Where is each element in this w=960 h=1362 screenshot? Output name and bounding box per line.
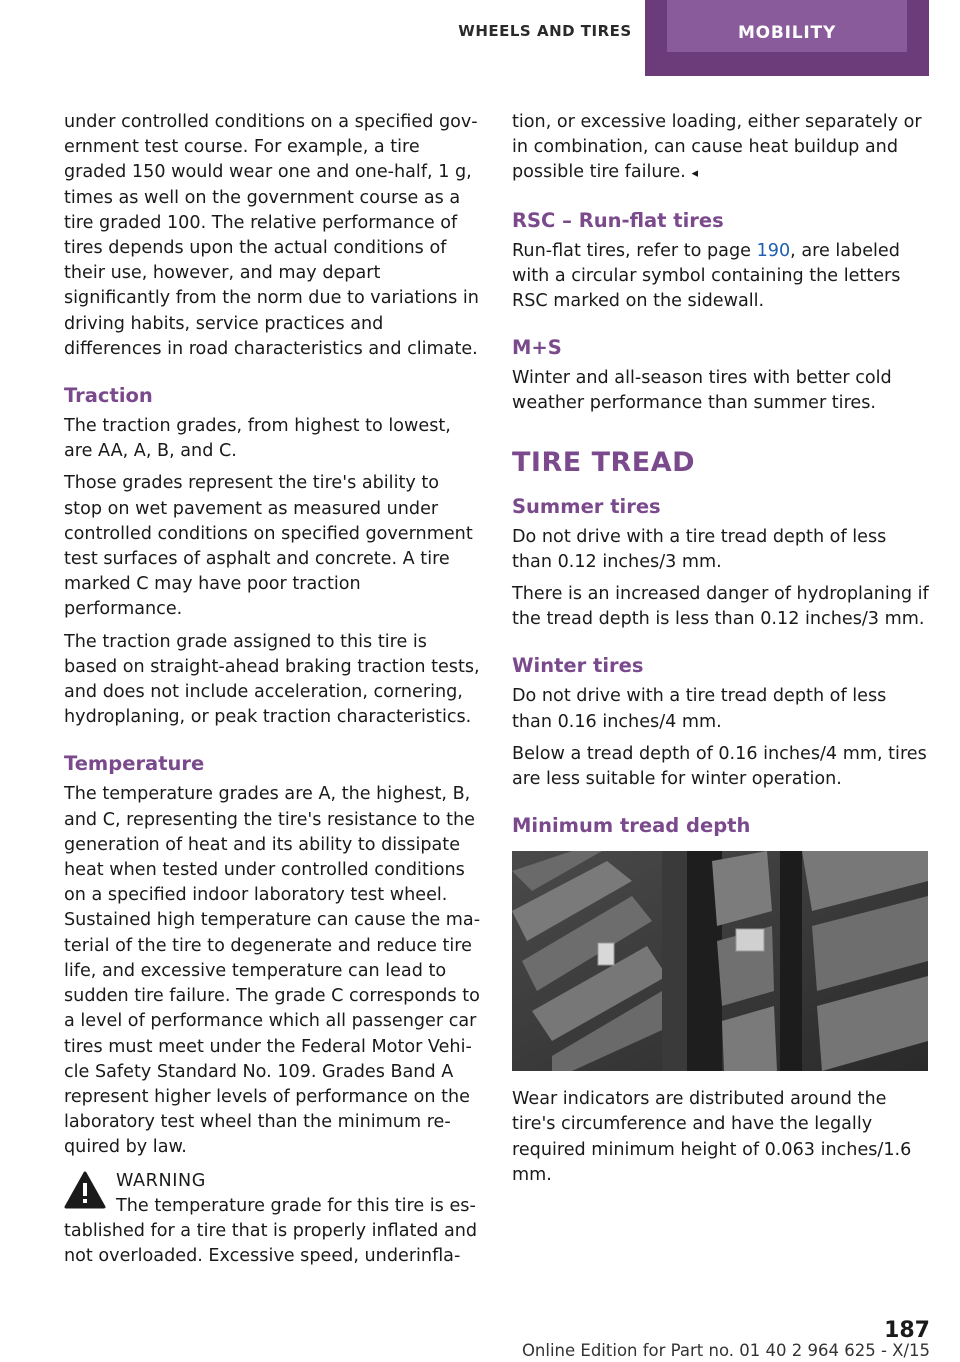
traction-p1: The traction grades, from highest to lowest, are AA, A, B, and C. [64,416,451,462]
warning-title: WARNING [116,1170,207,1191]
min-tread-p1: Wear indicators are distributed around the tire's circumference and have the legally required minimum height of 0.063 inches/1.6 mm. [512,1089,912,1185]
winter-p2: Below a tread depth of 0.16 inches/4 mm, tires are less suitable for winter operation. [512,743,927,790]
continued-paragraph [512,110,930,187]
ms-heading: M+S [512,336,562,360]
warning-block [64,1169,482,1270]
traction-heading: Traction [64,384,153,408]
rsc-heading: RSC – Run-flat tires [512,208,724,232]
traction-p3: The traction grade assigned to this tire is based on straight-ahead braking traction tests, and does not include acceleration, cornering, hydroplaning, or peak traction characteristics. [64,631,480,728]
tire-tread-illustration [512,851,928,1071]
continued-text: tion, or excessive loading, either separately or in combination, can cause heat buildup and possible tire failure. [512,112,922,183]
summer-p1: Do not drive with a tire tread depth of less than 0.12 inches/3 mm. [512,526,887,572]
rsc-paragraph [512,239,930,315]
winter-p1: Do not drive with a tire tread depth of less than 0.16 inches/4 mm. [512,686,887,732]
right-column [512,110,930,1195]
left-column [64,110,482,1276]
page-footer [0,1318,930,1360]
rsc-text-post: , are labeled with a circular symbol containing the letters RSC marked on the sidewall. [512,240,901,312]
header-section-title: WHEELS AND TIRES [458,22,632,40]
winter-heading: Winter tires [512,654,644,678]
warning-body: The temperature grade for this tire is established for a tire that is properly inflated and not overloaded. Excessive speed, underinfla- [64,1195,478,1267]
rsc-text-pre: Run-flat tires, refer to page [512,240,757,261]
ms-p1: Winter and all-season tires with better cold weather performance than summer tires. [512,368,892,414]
traction-p2: Those grades represent the tire's ability to stop on wet pavement as measured under controlled conditions on specified government test surfaces of asphalt and concrete. A tire marked C may have poor traction performance. [64,473,473,620]
intro-paragraph: under controlled conditions on a specified government test course. For example, a tire graded 150 would wear one and one-half, 1 g, times as well on the government course as a tire graded 100. The relative performance of tires depends upon the actual conditions of their use, however, and may depart significantly from the norm due to variations in driving habits, service practices and differences in road characteristics and climate. [64,112,479,359]
edition-note: Online Edition for Part no. 01 40 2 964 625 - X/15 [521,1341,930,1360]
temperature-p1: The temperature grades are A, the highest, B, and C, representing the tire's resistance to the generation of heat and its ability to dissipate heat when tested under controlled conditions on a specified indoor laboratory test wheel. Sustained high temperature can cause the material of the tire to degenerate and reduce tire life, and excessive temperature can lead to sudden tire failure. The grade C corresponds to a level of performance which all passenger car tires must meet under the Federal Motor Vehicle Safety Standard No. 109. Grades Band A represent higher levels of performance on the laboratory test wheel than the minimum required by law. [64,784,481,1158]
header-tab-label: MOBILITY [667,0,907,52]
header-tab [645,0,929,76]
tire-tread-title: TIRE TREAD [512,446,696,478]
page-link-190[interactable]: 190 [756,240,791,261]
temperature-heading: Temperature [64,752,205,776]
summer-p2: There is an increased danger of hydroplaning if the tread depth is less than 0.12 inches/3 mm. [512,584,929,630]
page-number: 187 [884,1318,930,1343]
end-mark-icon: ◂ [691,166,698,182]
min-tread-heading: Minimum tread depth [512,814,751,838]
summer-heading: Summer tires [512,494,661,518]
warning-triangle-icon [64,1171,106,1209]
